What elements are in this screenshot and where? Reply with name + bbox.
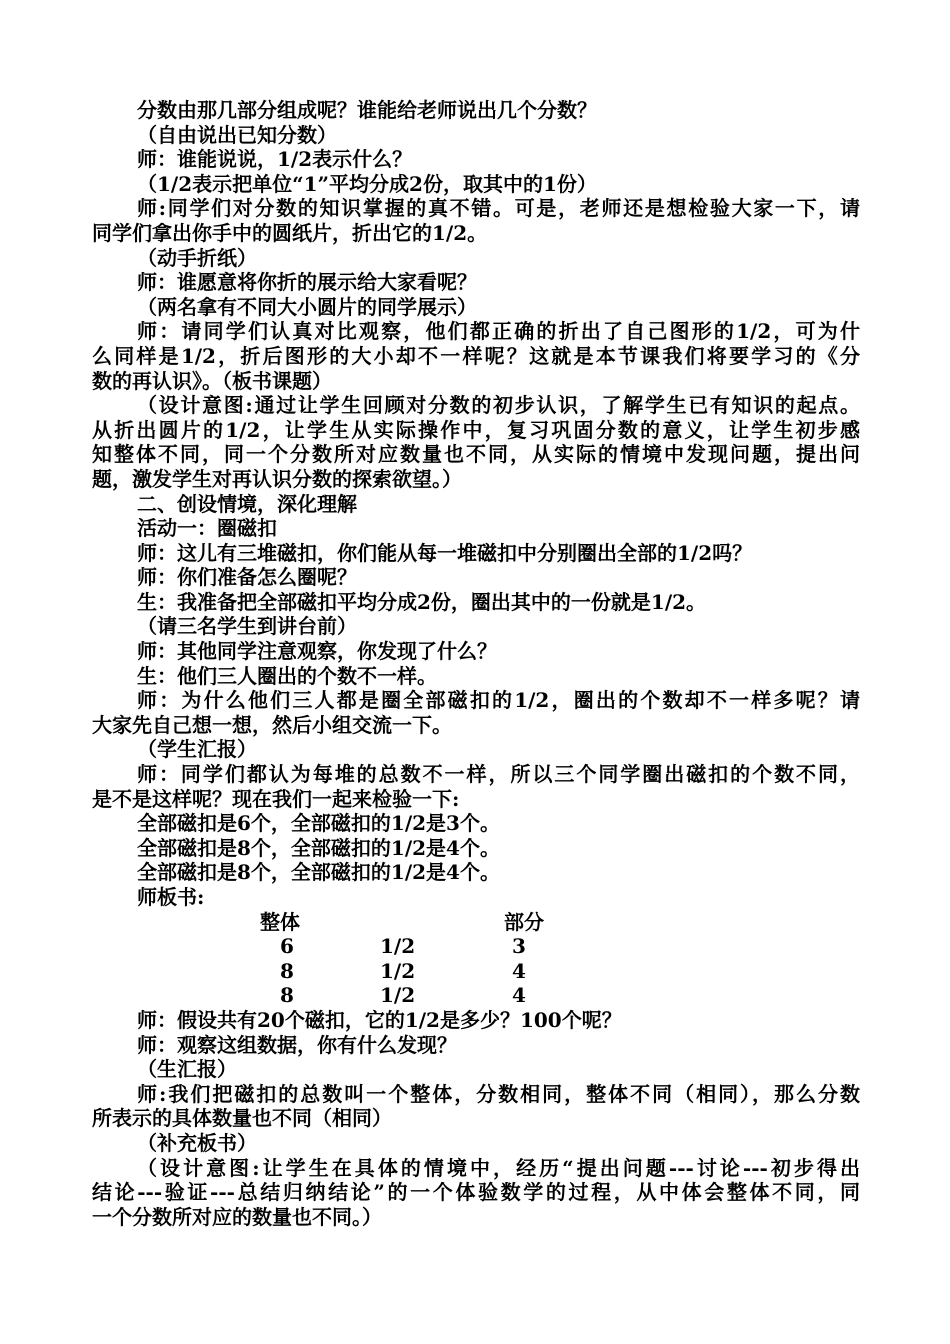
board-cell-whole: 8 (280, 983, 294, 1008)
text-after-board (92, 1008, 860, 1229)
board-cell-part: 4 (512, 983, 526, 1008)
text-line: 所表示的具体数量也不同（相同） (92, 1106, 392, 1131)
text-line: 师:我们把磁扣的总数叫一个整体，分数相同，整体不同（相同），那么分数 (137, 1081, 860, 1106)
text-line: 师板书: (137, 885, 205, 909)
text-line: （学生汇报） (137, 737, 257, 762)
board-row (92, 983, 860, 1008)
text-line: 分数由那几部分组成呢？谁能给老师说出几个分数？ (137, 98, 597, 122)
text-line: （请三名学生到讲台前） (137, 614, 357, 639)
board-row (92, 959, 860, 984)
text-line: 师：谁能说说，1/2表示什么？ (137, 147, 413, 172)
text-line: （1/2表示把单位“1”平均分成2份，取其中的1份） (137, 171, 597, 196)
document-body (92, 98, 860, 1229)
board-cell-whole: 6 (280, 934, 294, 959)
text-line: 师：其他同学注意观察，你发现了什么？ (137, 639, 497, 664)
text-line: 同学们拿出你手中的圆纸片，折出它的1/2。 (92, 220, 488, 245)
board-row (92, 934, 860, 959)
text-line: 师：你们准备怎么圈呢？ (137, 565, 357, 590)
text-line: （设计意图:让学生在具体的情境中，经历“提出问题---讨论---初步得出 (137, 1155, 860, 1180)
board-cell-part: 4 (512, 958, 526, 983)
board-cell-whole: 8 (280, 958, 294, 983)
text-line: 师：为什么他们三人都是圈全部磁扣的1/2，圈出的个数却不一样多呢？请 (137, 688, 860, 713)
text-line: 二、创设情境，深化理解 (137, 491, 357, 516)
board-cell-fraction: 1/2 (380, 934, 416, 959)
text-line: （生汇报） (137, 1057, 237, 1082)
text-line: 师：观察这组数据，你有什么发现？ (137, 1032, 457, 1057)
board-cell-part: 3 (512, 934, 526, 959)
text-line: （两名拿有不同大小圆片的同学展示） (137, 294, 477, 319)
text-line: 从折出圆片的1/2，让学生从实际操作中，复习巩固分数的意义，让学生初步感 (92, 417, 860, 442)
text-line: 数的再认识》。（板书课题） (92, 368, 332, 393)
text-line: 师:同学们对分数的知识掌握的真不错。可是，老师还是想检验大家一下，请 (137, 196, 860, 221)
board-table (92, 910, 860, 1008)
text-line: 师：假设共有20个磁扣，它的1/2是多少？100个呢？ (137, 1007, 622, 1032)
text-line: 师：同学们都认为每堆的总数不一样，所以三个同学圈出磁扣的个数不同， (137, 762, 860, 787)
text-line: 生：我准备把全部磁扣平均分成2份，圈出其中的一份就是1/2。 (137, 589, 707, 614)
text-line: 一个分数所对应的数量也不同。） (92, 1204, 382, 1229)
board-cell-fraction: 1/2 (380, 983, 416, 1008)
text-line: 活动一：圈磁扣 (137, 516, 277, 541)
text-line: 全部磁扣是8个，全部磁扣的1/2是4个。 (137, 860, 500, 885)
text-line: （设计意图:通过让学生回顾对分数的初步认识，了解学生已有知识的起点。 (137, 393, 860, 418)
text-line: 题，激发学生对再认识分数的探索欲望。） (92, 466, 462, 491)
board-header-part: 部分 (504, 909, 544, 934)
text-line: （动手折纸） (137, 245, 257, 270)
text-line: 师：谁愿意将你折的展示给大家看呢？ (137, 270, 477, 295)
text-line: 大家先自己想一想，然后小组交流一下。 (92, 712, 452, 737)
board-cell-fraction: 1/2 (380, 958, 416, 983)
text-before-board (92, 98, 860, 910)
board-header-whole: 整体 (260, 909, 300, 934)
text-line: 知整体不同，同一个分数所对应数量也不同，从实际的情境中发现问题，提出问 (92, 442, 860, 467)
text-line: 是不是这样呢？现在我们一起来检验一下: (92, 786, 460, 811)
text-line: 全部磁扣是8个，全部磁扣的1/2是4个。 (137, 835, 500, 860)
text-line: 结论---验证---总结归纳结论”的一个体验数学的过程，从中体会整体不同，同 (92, 1180, 860, 1205)
text-line: （补充板书） (137, 1130, 257, 1155)
board-header-row (92, 910, 860, 935)
text-line: 师：这儿有三堆磁扣，你们能从每一堆磁扣中分别圈出全部的1/2吗？ (137, 540, 753, 565)
text-line: 师：请同学们认真对比观察，他们都正确的折出了自己图形的1/2，可为什 (137, 319, 860, 344)
text-line: 全部磁扣是6个，全部磁扣的1/2是3个。 (137, 811, 500, 836)
text-line: （自由说出已知分数） (137, 122, 337, 147)
text-line: 生：他们三人圈出的个数不一样。 (137, 663, 437, 688)
text-line: 么同样是1/2，折后图形的大小却不一样呢？这就是本节课我们将要学习的《分 (92, 343, 860, 368)
